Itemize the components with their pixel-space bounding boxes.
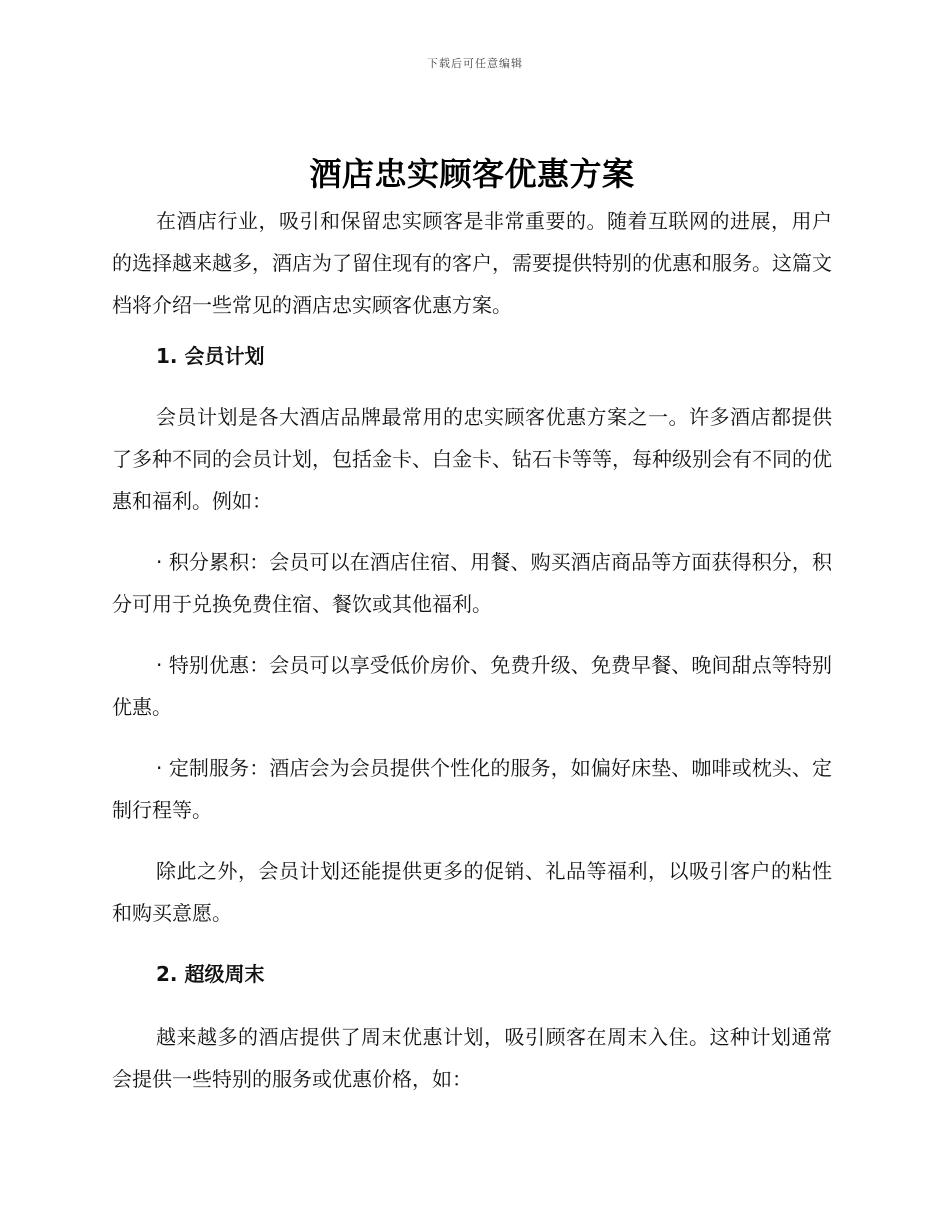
weekend-paragraph: 越来越多的酒店提供了周末优惠计划，吸引顾客在周末入住。这种计划通常会提供一些特别的服务或优惠价格，如：: [112, 1025, 832, 1091]
spacer: [112, 934, 832, 953]
spacer: [112, 522, 832, 541]
header-note: 下载后可任意编辑: [427, 57, 523, 70]
spacer: [112, 995, 832, 1016]
intro-paragraph: 在酒店行业，吸引和保留忠实顾客是非常重要的。随着互联网的进展，用户的选择越来越多，酒店为了留住现有的客户，需要提供特别的优惠和服务。这篇文档将介绍一些常见的酒店忠实顾客优惠方案。: [112, 209, 832, 317]
membership-closing-paragraph: 除此之外，会员计划还能提供更多的促销、礼品等福利，以吸引客户的粘性和购买意愿。: [112, 859, 832, 925]
spacer: [112, 625, 832, 644]
membership-paragraph: 会员计划是各大酒店品牌最常用的忠实顾客优惠方案之一。许多酒店都提供了多种不同的会员计划，包括金卡、白金卡、钻石卡等等，每种级别会有不同的优惠和福利。例如：: [112, 405, 832, 513]
spacer: [112, 377, 832, 396]
spacer: [112, 728, 832, 747]
bullet-item: · 特别优惠：会员可以享受低价房价、免费升级、免费早餐、晚间甜点等特别优惠。: [112, 653, 832, 719]
document-body: [112, 148, 832, 1100]
spacer: [112, 326, 832, 335]
spacer: [112, 831, 832, 850]
section-heading-membership: 1. 会员计划: [156, 344, 265, 368]
bullet-item: · 定制服务：酒店会为会员提供个性化的服务，如偏好床垫、咖啡或枕头、定制行程等。: [112, 756, 832, 822]
bullet-item: · 积分累积：会员可以在酒店住宿、用餐、购买酒店商品等方面获得积分，积分可用于兑换免费住宿、餐饮或其他福利。: [112, 550, 832, 616]
section-heading-weekend: 2. 超级周末: [156, 962, 265, 986]
document-title: 酒店忠实顾客优惠方案: [309, 155, 635, 193]
